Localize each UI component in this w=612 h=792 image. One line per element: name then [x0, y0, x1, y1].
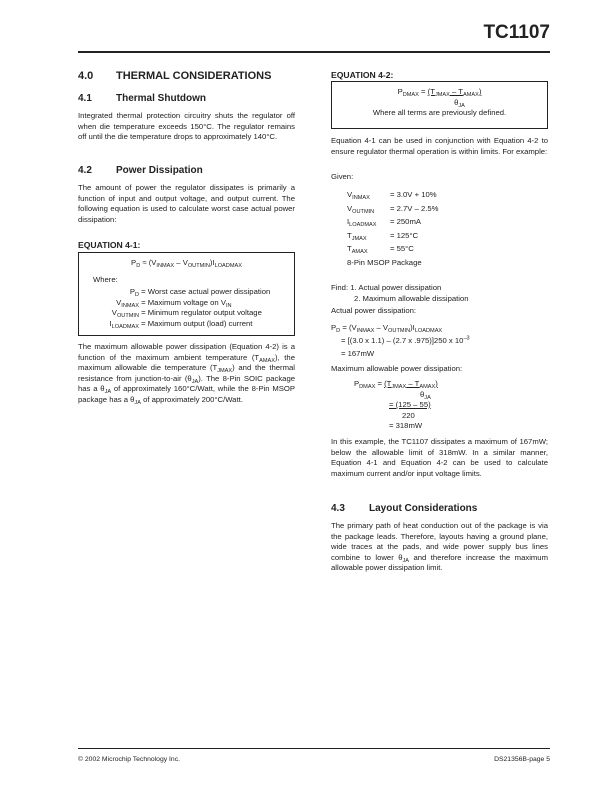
max-dissipation-calc: $P_{DMAX} = (T_{JMAX} - T_{AMAX})$ $\theta_{JA}$ = (125 – 55) 220 = 318mW [354, 379, 438, 430]
definition-text: = Maximum voltage on V [141, 297, 226, 307]
given-value: = 125°C [390, 230, 419, 240]
section-number: 4.3 [331, 503, 345, 514]
layout-considerations-text: The primary path of heat conduction out of the package is via the package leads. Therefore, layouts having a ground plane, wide traces at the pads, and wide power supply bus lines combine to lower $\theta_{JA}$ and therefore increase the maximum allowable power dissipation limit. [331, 521, 548, 573]
max-dissipation-text: The maximum allowable power dissipation (Equation 4-2) is a function of the maximum ambient temperature $(T_{AMAX})$, the maximum allowable die temperature $(T_{JMAX})$ and the thermal resistance from junction-to-air $(\theta_{JA})$. The 8-Pin SOIC package has a $\theta_{JA}$ of approximately 160°C/Watt, while the 8-Pin MSOP package has a $\theta_{JA}$ of approximately 200°C/Watt. [78, 342, 296, 406]
footer-copyright: © 2002 Microchip Technology Inc. [78, 756, 180, 763]
example-conclusion: In this example, the TC1107 dissipates a maximum of 167mW; below the allowable limit of 318mW. In a similar manner, Equation 4-1 and Equation 4-2 can be used to calculate maximum current and/or input voltage limits. [331, 437, 548, 478]
given-value: = 2.7V – 2.5% [390, 203, 439, 213]
definition-row: $V_{OUTMIN}$ = Minimum regulator output voltage [111, 308, 262, 320]
section-number: 4.1 [78, 93, 92, 104]
equation-4-2-box: $P_{DMAX} = (T_{JMAX} - T_{AMAX})$ $\theta_{JA}$ Where all terms are previously defined. [331, 81, 548, 129]
equation-4-2-label: EQUATION 4-2: [331, 70, 394, 80]
section-number: 4.2 [78, 165, 92, 176]
equation-4-2-formula: $P_{DMAX} = (T_{JMAX} - T_{AMAX})$ [397, 87, 482, 98]
equation-4-1-formula: $P_D \approx (V_{INMAX} - V_{OUTMIN})I_{LOADMAX}$ [131, 258, 242, 269]
definition-row: $I_{LOADMAX}$ = Maximum output (load) current [109, 318, 253, 330]
section-4-1-heading [78, 93, 206, 105]
document-title: TC1107 [483, 22, 550, 43]
definition-text: = Minimum regulator output voltage [141, 308, 262, 318]
where-label: Where: [93, 274, 118, 284]
given-value: = 250mA [390, 217, 421, 227]
footer-page-number: DS21356B-page 5 [494, 756, 550, 763]
equation-4-2-note: Where all terms are previously defined. [372, 108, 507, 118]
section-number: 4.0 [78, 70, 94, 82]
header-rule [78, 51, 550, 53]
given-value: = 55°C [390, 244, 414, 254]
find-list: Find: 1. Actual power dissipation 2. Maximum allowable dissipation [331, 283, 469, 303]
given-label: Given: [331, 172, 354, 181]
section-title: Power Dissipation [116, 165, 203, 176]
definition-text: = Maximum output (load) current [141, 318, 253, 328]
section-4-0-heading [78, 70, 271, 83]
power-dissipation-text: The amount of power the regulator dissipates is primarily a function of input and output voltage, and output current. The following equation is used to calculate worst case actual power dissipation: [78, 183, 295, 224]
section-title: THERMAL CONSIDERATIONS [116, 70, 272, 82]
thermal-shutdown-text: Integrated thermal protection circuitry shuts the regulator off when die temperature exceeds 150°C. The regulator remains off until the die temperature drops to approximately 140°C. [78, 111, 295, 142]
section-title: Layout Considerations [369, 503, 478, 514]
actual-dissipation-label: Actual power dissipation: [331, 306, 417, 315]
given-values: $V_{INMAX}$ = 3.0V + 10% $V_{OUTMIN}$ = 2.7V – 2.5% $I_{LOADMAX}$ = 250mA $T_{JMAX}$ = 125°C $T_{AMAX}$ = 55°C 8-Pin MSOP Package [347, 188, 439, 270]
definition-row: $P_D$ = Worst case actual power dissipation [129, 287, 271, 299]
section-4-3-heading [331, 503, 477, 515]
definition-row: $V_{INMAX}$ = Maximum voltage on $V_{IN}$ [116, 297, 232, 309]
equation-4-1-label: EQUATION 4-1: [78, 240, 141, 250]
max-dissipation-label: Maximum allowable power dissipation: [331, 364, 463, 373]
equation-4-1-box [78, 252, 295, 336]
example-intro: Equation 4-1 can be used in conjunction with Equation 4-2 to ensure regulator thermal operation is within limits. For example: [331, 136, 548, 156]
section-4-2-heading [78, 165, 203, 177]
footer-rule [78, 748, 550, 749]
actual-dissipation-calc: $P_D = (V_{INMAX} - V_{OUTMIN})I_{LOADMAX}$ = [(3.0 x 1.1) – (2.7 x .975)]250 x $10^{-3}$ = 167mW [331, 323, 470, 358]
section-title: Thermal Shutdown [116, 93, 206, 104]
package-text: 8-Pin MSOP Package [347, 257, 422, 267]
given-value: = 3.0V + 10% [390, 190, 437, 199]
definition-text: = Worst case actual power dissipation [141, 287, 271, 297]
